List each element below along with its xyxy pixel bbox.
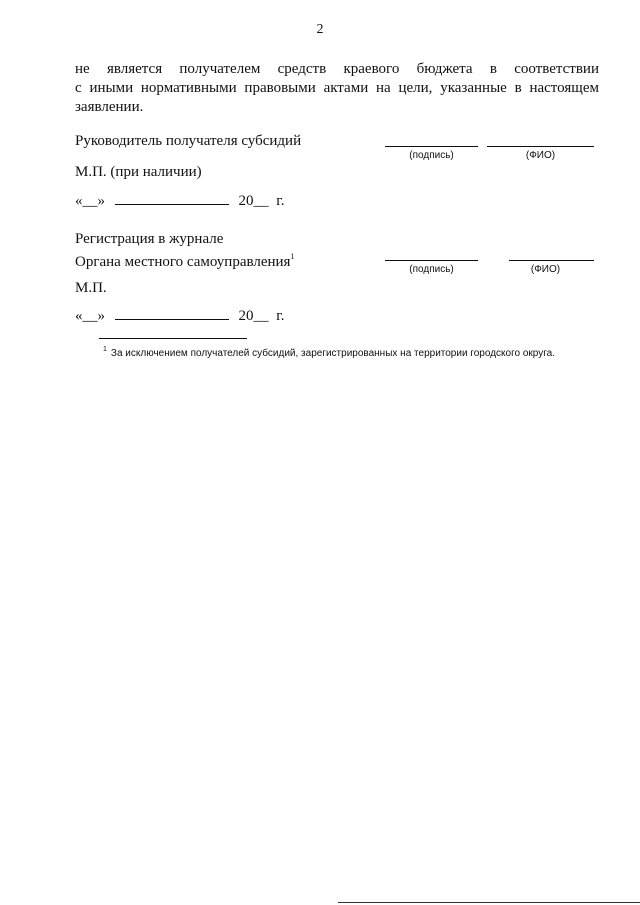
page-number: 2: [316, 22, 324, 37]
body-line-1: [75, 60, 599, 79]
registration-year-suffix: г.: [276, 308, 285, 324]
body-paragraph: [75, 60, 599, 117]
manager-seal-label: М.П. (при наличии): [75, 164, 202, 180]
registration-name-line: [509, 260, 594, 261]
footnote: [103, 346, 555, 359]
body-word: средств: [277, 61, 327, 77]
body-word: нормативными: [140, 80, 237, 96]
body-word: краевого: [343, 61, 400, 77]
manager-date-line: [75, 192, 284, 210]
footnote-text: За исключением получателей субсидий, зарегистрированных на территории городского округа.: [110, 348, 556, 359]
body-word: цели,: [398, 80, 433, 96]
body-word: является: [106, 61, 163, 77]
body-word: соответствии: [514, 61, 599, 77]
manager-title: Руководитель получателя субсидий: [75, 133, 302, 149]
body-word: не: [75, 61, 90, 77]
registration-day-blank: «__»: [75, 308, 105, 324]
manager-signature-line: [385, 146, 478, 147]
footnote-separator: [99, 338, 247, 339]
manager-name-line: [487, 146, 594, 147]
body-word: актами: [323, 80, 369, 96]
body-word: настоящем: [529, 80, 599, 96]
manager-day-blank: «__»: [75, 193, 105, 209]
registration-signature-caption: (подпись): [409, 264, 454, 275]
manager-month-blank: [115, 192, 229, 205]
footnote-marker: 1: [103, 346, 107, 353]
manager-signature-caption: (подпись): [409, 150, 454, 161]
body-word: на: [376, 80, 391, 96]
manager-year-prefix: 20__: [238, 193, 269, 209]
registration-line-2-text: Органа местного самоуправления: [75, 254, 291, 270]
body-line-2: [75, 79, 599, 98]
body-word: получателем: [179, 61, 261, 77]
manager-name-caption: (ФИО): [525, 150, 556, 161]
registration-year-prefix: 20__: [238, 308, 269, 324]
body-word: в: [514, 80, 522, 96]
registration-date-line: [75, 307, 284, 325]
registration-seal-label: М.П.: [75, 280, 107, 296]
scan-edge-line: [338, 902, 640, 903]
registration-line-2: [75, 248, 294, 271]
body-word: правовыми: [244, 80, 316, 96]
manager-year-suffix: г.: [276, 193, 285, 209]
body-word: в: [489, 61, 497, 77]
body-word: с: [75, 80, 82, 96]
registration-month-blank: [115, 307, 229, 320]
body-word: иными: [89, 80, 134, 96]
body-word: указанные: [440, 80, 507, 96]
body-word: бюджета: [416, 61, 473, 77]
registration-signature-line: [385, 260, 478, 261]
footnote-reference: 1: [290, 252, 295, 261]
registration-name-caption: (ФИО): [530, 264, 561, 275]
body-line-3: заявлении.: [75, 99, 144, 115]
registration-line-1: Регистрация в журнале: [75, 231, 224, 247]
